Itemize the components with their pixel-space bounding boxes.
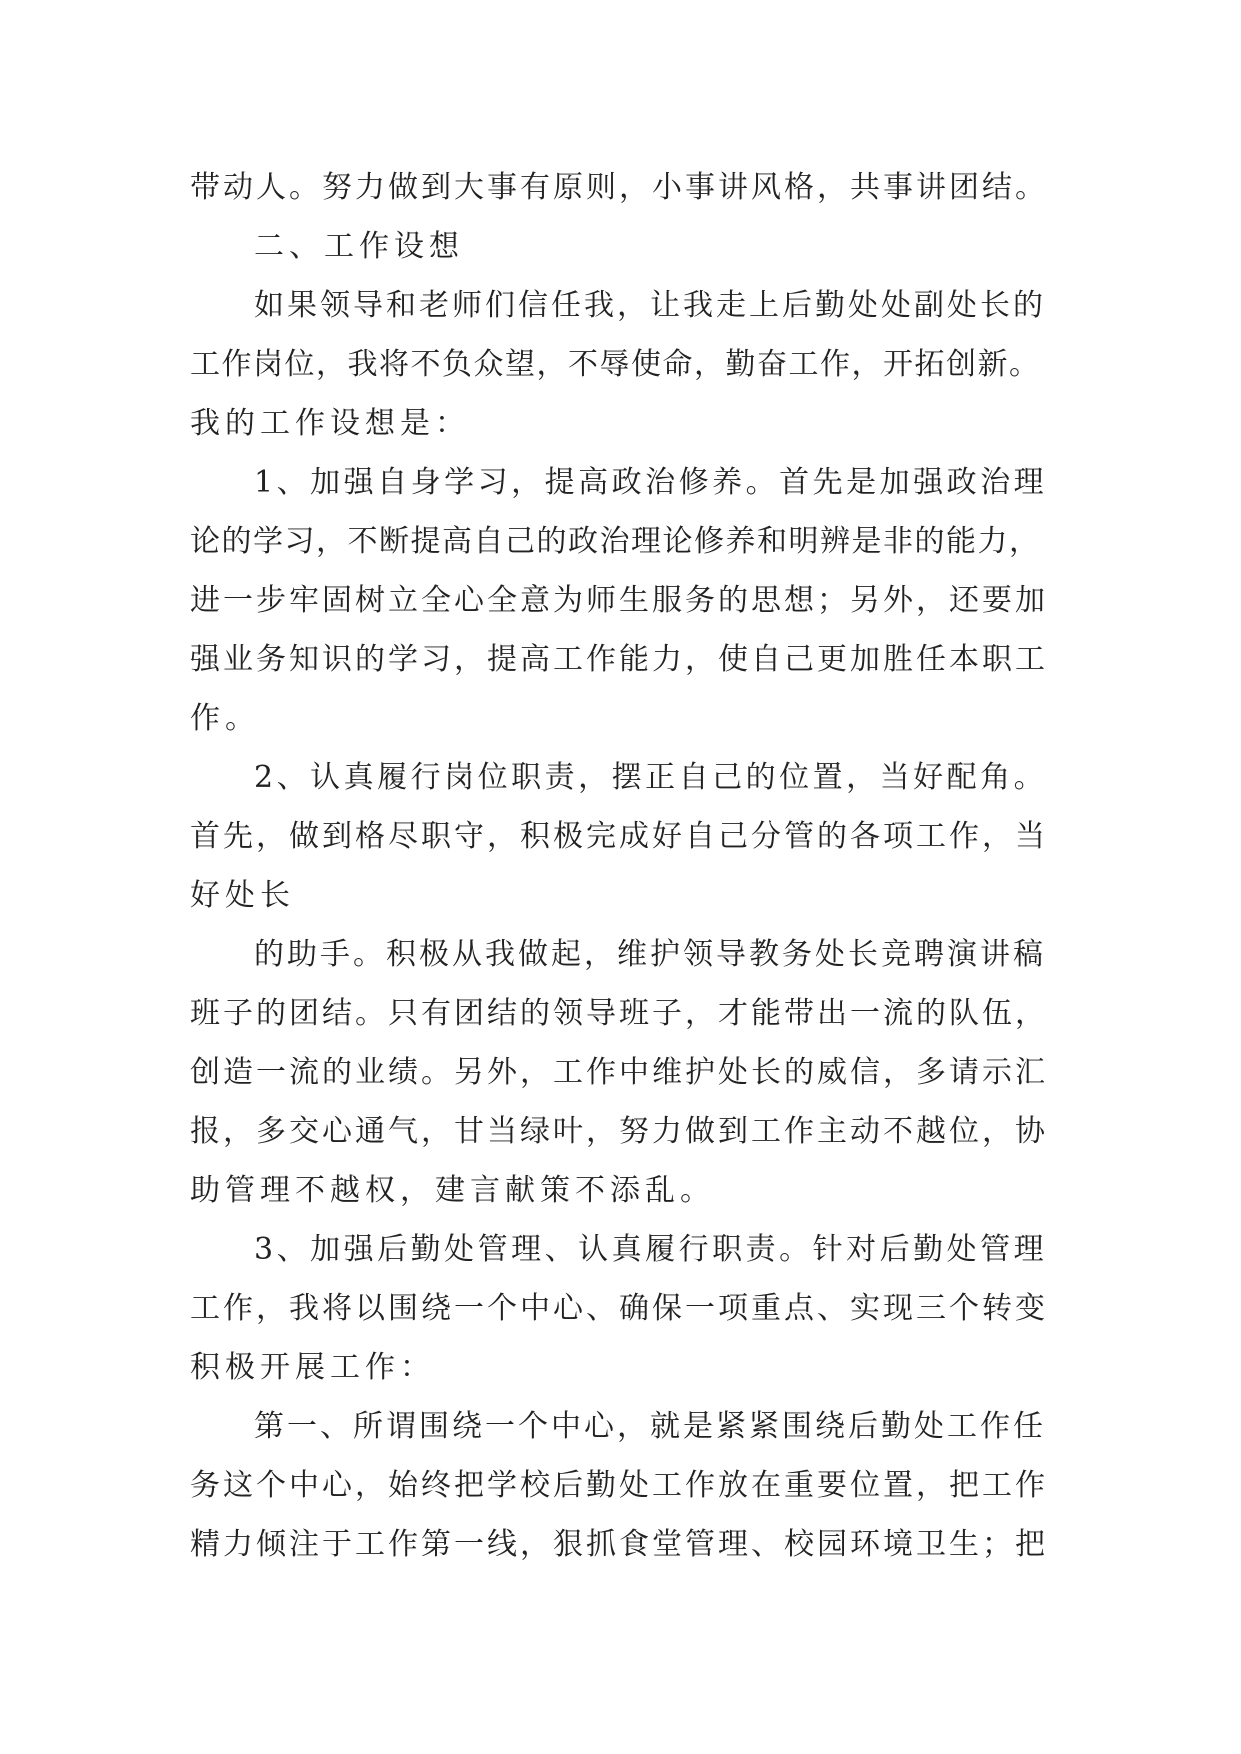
text-line: 如果领导和老师们信任我，让我走上后勤处处副处长的 — [254, 288, 1046, 323]
text-line: 第一、所谓围绕一个中心，就是紧紧围绕后勤处工作任 — [254, 1409, 1046, 1444]
text-line: 强业务知识的学习，提高工作能力，使自己更加胜任本职工 — [190, 642, 1048, 677]
text-line: 报，多交心通气，甘当绿叶，努力做到工作主动不越位，协 — [190, 1114, 1048, 1149]
text-line: 作。 — [190, 701, 260, 736]
text-line: 进一步牢固树立全心全意为师生服务的思想；另外，还要加 — [190, 583, 1048, 618]
text-line: 精力倾注于工作第一线，狠抓食堂管理、校园环境卫生；把 — [190, 1527, 1048, 1562]
text-line: 首先，做到格尽职守，积极完成好自己分管的各项工作，当 — [190, 819, 1048, 854]
text-line: 2、认真履行岗位职责，摆正自己的位置，当好配角。 — [254, 760, 1048, 795]
text-line: 3、加强后勤处管理、认真履行职责。针对后勤处管理 — [254, 1232, 1048, 1267]
text-line: 积极开展工作： — [190, 1350, 435, 1385]
body-text — [190, 158, 1050, 1574]
text-line: 的助手。积极从我做起，维护领导教务处长竞聘演讲稿 — [254, 937, 1046, 972]
text-line: 助管理不越权，建言献策不添乱。 — [190, 1173, 715, 1208]
text-line: 工作，我将以围绕一个中心、确保一项重点、实现三个转变 — [190, 1291, 1048, 1326]
text-line: 好处长 — [190, 878, 295, 913]
text-line: 论的学习，不断提高自己的政治理论修养和明辨是非的能力， — [190, 524, 1041, 559]
text-line: 工作岗位，我将不负众望，不辱使命，勤奋工作，开拓创新。 — [190, 347, 1041, 382]
text-line: 创造一流的业绩。另外，工作中维护处长的威信，多请示汇 — [190, 1055, 1048, 1090]
text-line: 我的工作设想是： — [190, 406, 470, 441]
text-line: 班子的团结。只有团结的领导班子，才能带出一流的队伍， — [190, 996, 1048, 1031]
section-heading: 二、工作设想 — [254, 229, 464, 264]
text-line: 务这个中心，始终把学校后勤处工作放在重要位置，把工作 — [190, 1468, 1048, 1503]
text-line: 1、加强自身学习，提高政治修养。首先是加强政治理 — [254, 465, 1048, 500]
text-line: 带动人。努力做到大事有原则，小事讲风格，共事讲团结。 — [190, 170, 1048, 205]
